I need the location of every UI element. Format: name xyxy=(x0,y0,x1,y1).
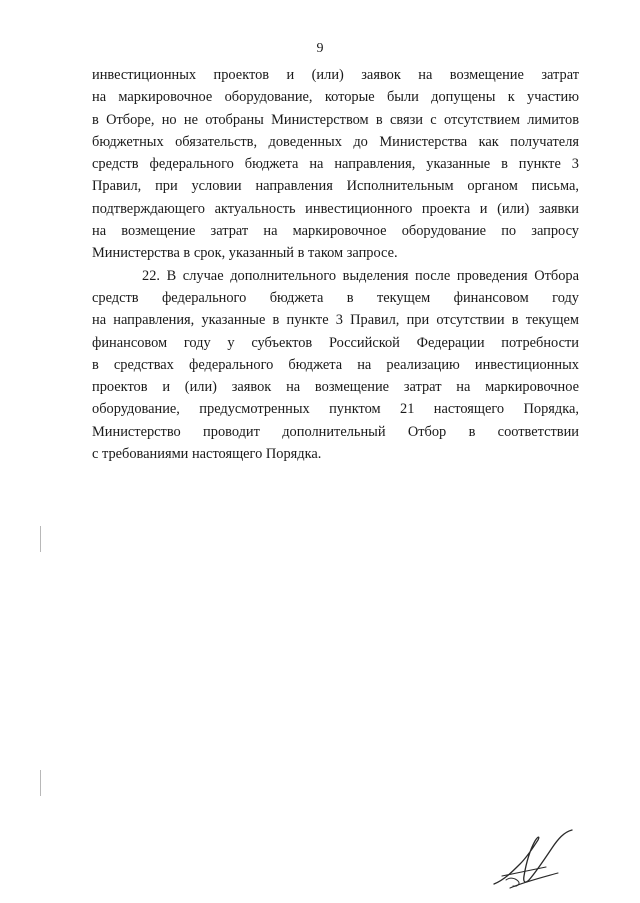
text-line: Правил, при условии направления Исполнительным органом письма, xyxy=(92,178,579,195)
page-number: 9 xyxy=(316,41,324,56)
text-line: 22. В случае дополнительного выделения после проведения Отбора xyxy=(142,267,579,284)
text-line: финансовом году у субъектов Российской Федерации потребности xyxy=(92,334,579,351)
text-line: Министерство проводит дополнительный Отбор в соответствии xyxy=(92,423,579,440)
text-line: средств федерального бюджета в текущем финансовом году xyxy=(92,289,579,306)
text-line: инвестиционных проектов и (или) заявок на возмещение затрат xyxy=(92,67,579,83)
text-line: Министерства в срок, указанный в таком запросе. xyxy=(92,245,398,262)
text-line: средств федерального бюджета на направления, указанные в пункте 3 xyxy=(92,156,579,173)
text-line: подтверждающего актуальность инвестиционного проекта и (или) заявки xyxy=(92,200,579,217)
text-line: на возмещение затрат на маркировочное оборудование по запросу xyxy=(92,223,579,240)
text-line: проектов и (или) заявок на возмещение затрат на маркировочное xyxy=(92,379,579,396)
document-body xyxy=(92,64,579,465)
text-line: на направления, указанные в пункте 3 Правил, при отсутствии в текущем xyxy=(92,312,579,329)
text-line: с требованиями настоящего Порядка. xyxy=(92,446,322,463)
paragraph-1 xyxy=(92,64,579,265)
text-line: в средствах федерального бюджета на реализацию инвестиционных xyxy=(92,356,579,373)
text-line: оборудование, предусмотренных пунктом 21 настоящего Порядка, xyxy=(92,401,579,418)
handwritten-signature xyxy=(488,826,584,896)
text-line: на маркировочное оборудование, которые были допущены к участию xyxy=(92,89,579,106)
text-line: в Отборе, но не отобраны Министерством в связи с отсутствием лимитов xyxy=(92,111,579,128)
text-line: бюджетных обязательств, доведенных до Министерства как получателя xyxy=(92,133,579,150)
scan-mark xyxy=(40,526,41,552)
scan-mark xyxy=(40,770,41,796)
paragraph-2 xyxy=(92,265,579,466)
